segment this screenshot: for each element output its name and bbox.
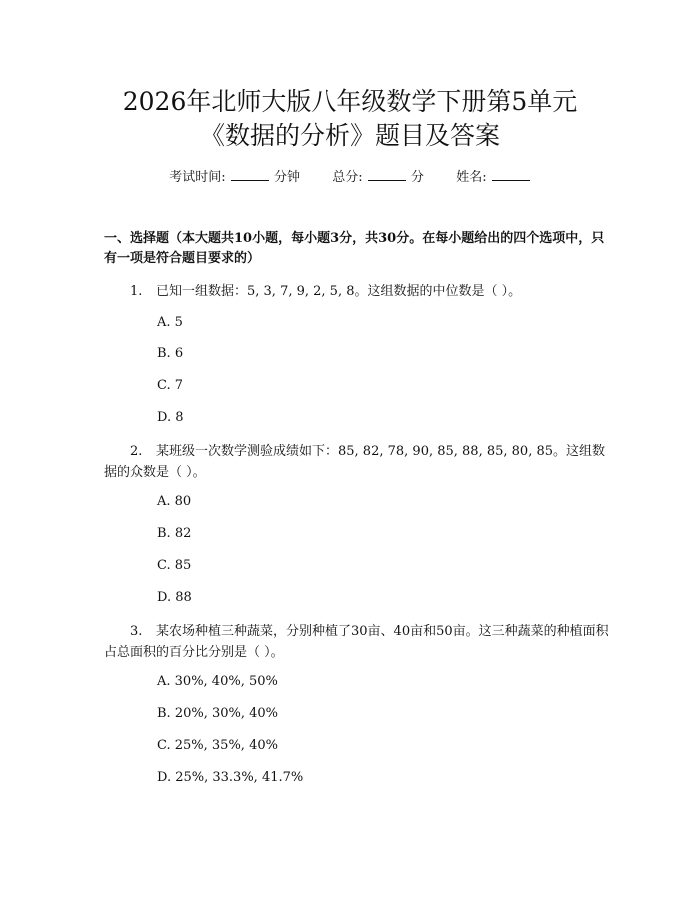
question-3 bbox=[104, 621, 614, 663]
option-c: C. 85 bbox=[157, 558, 192, 573]
option-b: B. 20%, 30%, 40% bbox=[157, 706, 279, 721]
score-unit: 分 bbox=[410, 170, 424, 185]
document-title-line2: 《数据的分析》题目及答案 bbox=[199, 121, 500, 150]
score-label: 总分: bbox=[332, 170, 363, 185]
question-number: 1. bbox=[130, 284, 143, 299]
option-c: C. 7 bbox=[157, 378, 184, 393]
option-d: D. 8 bbox=[157, 410, 184, 425]
option-d: D. 88 bbox=[157, 590, 192, 605]
time-label: 考试时间: bbox=[169, 170, 226, 185]
option-c: C. 25%, 35%, 40% bbox=[157, 738, 278, 753]
option-a: A. 80 bbox=[157, 494, 192, 509]
question-text: 某农场种植三种蔬菜，分别种植了30亩、40亩和50亩。这三种蔬菜的种植面积占总面积的百分比分别是（ ）。 bbox=[104, 624, 609, 660]
option-b: B. 82 bbox=[157, 526, 192, 541]
score-blank bbox=[368, 168, 406, 181]
section-heading: 一、选择题（本大题共10小题，每小题3分，共30分。在每小题给出的四个选项中，只有一项是符合题目要求的） bbox=[104, 231, 605, 266]
exam-info bbox=[0, 168, 700, 187]
option-b: B. 6 bbox=[157, 346, 184, 361]
question-text: 某班级一次数学测验成绩如下：85, 82, 78, 90, 85, 88, 85, 80, 85。这组数据的众数是（ ）。 bbox=[104, 444, 605, 480]
option-a: A. 5 bbox=[157, 315, 183, 330]
option-a: A. 30%, 40%, 50% bbox=[157, 674, 278, 689]
question-1 bbox=[104, 281, 614, 302]
name-blank bbox=[492, 168, 530, 181]
question-text: 已知一组数据：5, 3, 7, 9, 2, 5, 8。这组数据的中位数是（ ）。 bbox=[156, 284, 522, 299]
option-d: D. 25%, 33.3%, 41.7% bbox=[157, 770, 304, 785]
question-2 bbox=[104, 441, 614, 483]
time-blank bbox=[231, 168, 269, 181]
time-unit: 分钟 bbox=[273, 170, 300, 185]
question-number: 2. bbox=[130, 444, 143, 459]
name-label: 姓名: bbox=[456, 170, 487, 185]
document-title-line1: 2026年北师大版八年级数学下册第5单元 bbox=[122, 87, 578, 116]
question-number: 3. bbox=[130, 624, 143, 639]
